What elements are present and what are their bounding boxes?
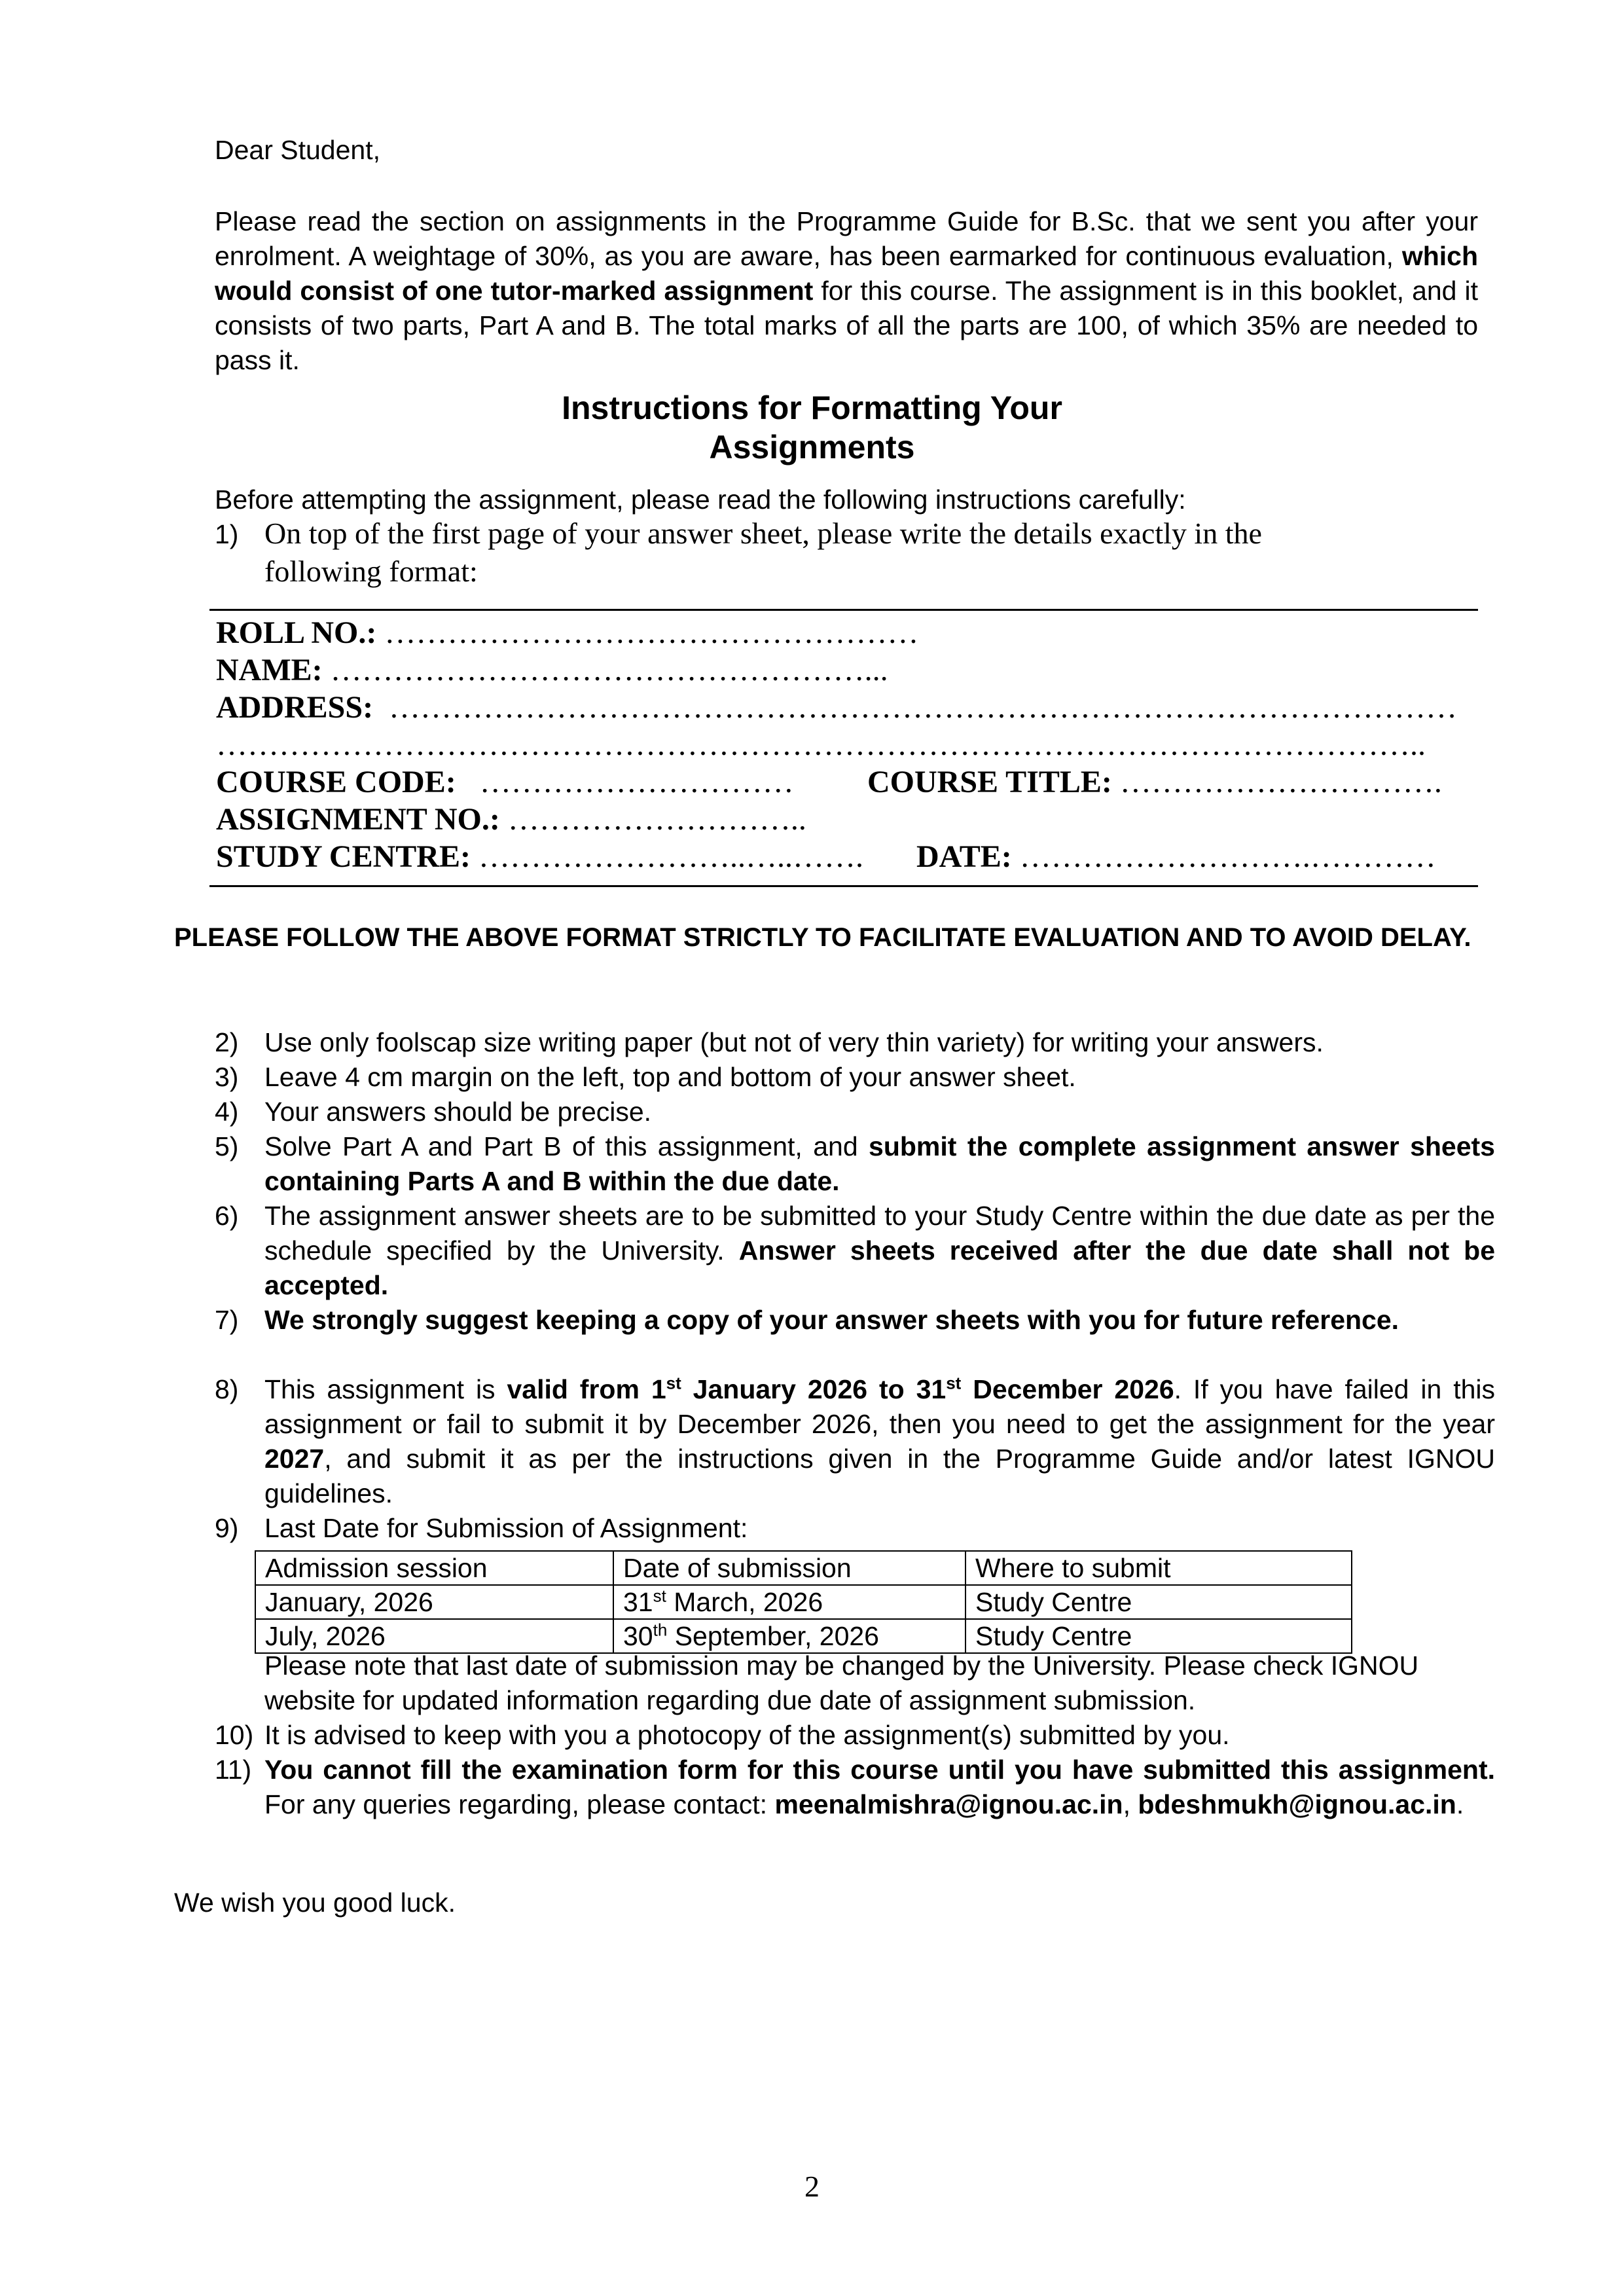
- item-9-text: Last Date for Submission of Assignment:: [264, 1513, 748, 1543]
- table-header-cell: Where to submit: [965, 1551, 1352, 1585]
- item-8-text: [264, 1372, 1495, 1511]
- item-1-number: 1): [215, 519, 239, 549]
- item-5-number: 5): [215, 1131, 239, 1161]
- item-5-text-bold: submit the complete assignment answer sheets containing Parts A and B within the due date.: [264, 1131, 1495, 1196]
- section-heading-line-1: Instructions for Formatting Your: [562, 390, 1062, 426]
- item-8-text-plain-1: This assignment is: [264, 1374, 507, 1404]
- item-6-text: [264, 1199, 1495, 1303]
- item-1-line-1: On top of the first page of your answer sheet, please write the details exactly in the: [264, 517, 1262, 550]
- item-8-number: 8): [215, 1374, 239, 1404]
- item-6-text-bold: Answer sheets received after the due date shall not be accepted.: [264, 1235, 1495, 1300]
- item-4-number: 4): [215, 1097, 239, 1127]
- item-8-valid-from: valid from 1: [507, 1374, 666, 1404]
- item-6-text-plain: The assignment answer sheets are to be submitted to your Study Centre within the due date as per the schedule specified by the University.: [264, 1201, 1495, 1266]
- form-assignment-no: [216, 801, 806, 839]
- form-address: [216, 689, 1457, 727]
- course-title-dots: ………………………….: [1119, 765, 1442, 799]
- closing-text: We wish you good luck.: [174, 1887, 456, 1918]
- item-10-number: 10): [215, 1720, 254, 1750]
- address-label: ADDRESS:: [216, 690, 374, 725]
- item-8-valid-to: January 2026 to 31: [681, 1374, 947, 1404]
- form-bottom-rule: [209, 885, 1478, 887]
- item-1-line-2: following format:: [264, 555, 478, 588]
- greeting: Dear Student,: [215, 135, 380, 165]
- form-address-line-2: [216, 726, 1426, 764]
- item-9-note: Please note that last date of submission may be changed by the University. Please check IGNOU website for updated information regarding due date of assignment submission.: [264, 1650, 1419, 1715]
- item-8-text-plain-2: . If you have failed in this assignment or fail to submit it by December 2026, then you need to get the assignment for the year: [264, 1374, 1496, 1439]
- item-11-text: [264, 1753, 1495, 1822]
- intro-text-2: for this course. The assignment is in this booklet, and it consists of two parts, Part A and B. The total marks of all the parts are 100, of which 35% are needed to pass it.: [215, 276, 1478, 375]
- session-cell: January, 2026: [255, 1585, 613, 1619]
- assignment-no-dots: ………………………..: [507, 802, 806, 837]
- form-course-title: [867, 763, 1442, 801]
- roll-no-dots: ……………………………………………: [384, 615, 919, 650]
- item-5-text-plain: Solve Part A and Part B of this assignment, and: [264, 1131, 869, 1161]
- date-suffix: th: [653, 1620, 668, 1640]
- form-top-rule: [209, 609, 1478, 611]
- date-day: 31: [623, 1587, 653, 1617]
- item-2-text: Use only foolscap size writing paper (but not of very thin variety) for writing your answers.: [264, 1027, 1324, 1057]
- section-heading-line-2: Assignments: [709, 429, 915, 465]
- assignment-no-label: ASSIGNMENT NO.:: [216, 802, 500, 837]
- item-8-valid-end: December 2026: [961, 1374, 1174, 1404]
- date-cell: [613, 1585, 965, 1619]
- contact-email-1: meenalmishra@ignou.ac.in: [774, 1789, 1123, 1819]
- item-2-number: 2): [215, 1027, 239, 1057]
- format-notice: PLEASE FOLLOW THE ABOVE FORMAT STRICTLY TO FACILITATE EVALUATION AND TO AVOID DELAY.: [174, 923, 1471, 952]
- course-title-label: COURSE TITLE:: [867, 765, 1112, 799]
- item-8-sup-1: st: [666, 1373, 681, 1393]
- form-name: [216, 651, 888, 689]
- where-cell: Study Centre: [965, 1619, 1352, 1653]
- study-centre-label: STUDY CENTRE:: [216, 839, 471, 874]
- course-code-label: COURSE CODE:: [216, 765, 456, 799]
- form-course-code: [216, 763, 794, 801]
- table-header-cell: Admission session: [255, 1551, 613, 1585]
- item-9-number: 9): [215, 1513, 239, 1543]
- date-suffix: st: [653, 1586, 666, 1606]
- course-code-dots: …………………………: [479, 765, 794, 799]
- item-6-number: 6): [215, 1201, 239, 1231]
- session-cell: July, 2026: [255, 1619, 613, 1653]
- item-11-period: .: [1456, 1789, 1464, 1819]
- form-date: [916, 838, 1436, 876]
- item-8-text-plain-3: , and submit it as per the instructions given in the Programme Guide and/or latest IGNOU guidelines.: [264, 1444, 1495, 1508]
- roll-no-label: ROLL NO.:: [216, 615, 377, 650]
- address-dots: …………………………………………………………………………………………: [389, 690, 1458, 725]
- intro-paragraph: [215, 204, 1478, 378]
- item-7-number: 7): [215, 1305, 239, 1335]
- date-month-year: March, 2026: [666, 1587, 823, 1617]
- intro-text-1: Please read the section on assignments in the Programme Guide for B.Sc. that we sent you after your enrolment. A weightage of 30%, as you are aware, has been earmarked for continuous evaluation,: [215, 206, 1478, 271]
- address-dots-line-2: ……………………………………………………………………………………………………..: [216, 727, 1426, 762]
- item-11-text-bold: You cannot fill the examination form for this course until you have submitted this assignment.: [264, 1755, 1495, 1785]
- instructions-intro: Before attempting the assignment, please read the following instructions carefully:: [215, 484, 1186, 515]
- table-header-row: [255, 1551, 1352, 1585]
- submission-schedule-table: [255, 1550, 1352, 1654]
- date-day: 30: [623, 1621, 653, 1651]
- item-3-text: Leave 4 cm margin on the left, top and bottom of your answer sheet.: [264, 1062, 1076, 1092]
- item-5-text: [264, 1129, 1495, 1199]
- form-roll-no: [216, 614, 918, 652]
- item-11-number: 11): [215, 1755, 252, 1785]
- item-4-text: Your answers should be precise.: [264, 1097, 652, 1127]
- name-label: NAME:: [216, 653, 323, 687]
- item-3-number: 3): [215, 1062, 239, 1092]
- table-header-cell: Date of submission: [613, 1551, 965, 1585]
- item-11-comma: ,: [1123, 1789, 1130, 1819]
- date-label: DATE:: [916, 839, 1012, 874]
- item-8-year: 2027: [264, 1444, 325, 1474]
- name-dots: ……………………………………………...: [330, 653, 888, 687]
- intro-bold-text: which would consist of one tutor-marked assignment: [215, 241, 1478, 306]
- item-11-text-plain: For any queries regarding, please contact:: [264, 1789, 775, 1819]
- item-10-text: It is advised to keep with you a photocopy of the assignment(s) submitted by you.: [264, 1720, 1230, 1750]
- item-8-sup-2: st: [946, 1373, 962, 1393]
- date-dots: ……………………….…………: [1019, 839, 1436, 874]
- form-study-centre: [216, 838, 863, 876]
- table-row: [255, 1585, 1352, 1619]
- date-month-year: September, 2026: [667, 1621, 879, 1651]
- study-centre-dots: ……………………..…..…….: [478, 839, 863, 874]
- where-cell: Study Centre: [965, 1585, 1352, 1619]
- item-7-text: We strongly suggest keeping a copy of your answer sheets with you for future reference.: [264, 1305, 1399, 1335]
- contact-email-2: bdeshmukh@ignou.ac.in: [1138, 1789, 1456, 1819]
- page-number: 2: [804, 2170, 820, 2203]
